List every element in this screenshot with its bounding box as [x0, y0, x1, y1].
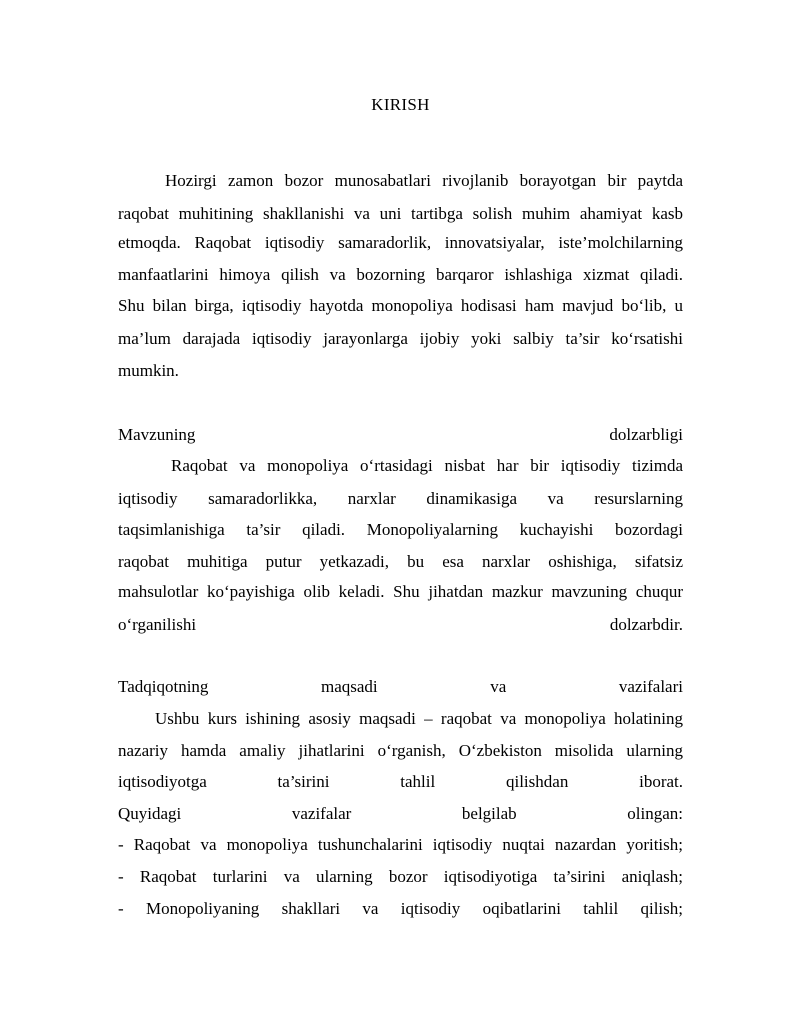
text-line: Ushbu kurs ishining asosiy maqsadi – raqobat va monopoliya holatining — [155, 709, 683, 728]
text-line: Shu bilan birga, iqtisodiy hayotda monopoliya hodisasi ham mavjud bo‘lib, u — [118, 296, 683, 315]
text-line: ma’lum darajada iqtisodiy jarayonlarga ijobiy yoki salbiy ta’sir ko‘rsatishi — [118, 329, 683, 348]
document-title: KIRISH — [371, 95, 430, 114]
text-line: mumkin. — [118, 361, 179, 380]
text-line: o‘rganilishi dolzarbdir. — [118, 615, 683, 634]
text-line: mahsulotlar ko‘payishiga olib keladi. Shu jihatdan mazkur mavzuning chuqur — [118, 582, 683, 601]
text-line: iqtisodiyotga ta’sirini tahlil qilishdan iborat. — [118, 772, 683, 791]
text-line: nazariy hamda amaliy jihatlarini o‘rganish, O‘zbekiston misolida ularning — [118, 741, 683, 760]
section-heading: Tadqiqotning maqsadi va vazifalari — [118, 677, 683, 696]
text-line: taqsimlanishiga ta’sir qiladi. Monopoliyalarning kuchayishi bozordagi — [118, 520, 683, 539]
text-line: etmoqda. Raqobat iqtisodiy samaradorlik, innovatsiyalar, iste’molchilarning — [118, 233, 683, 252]
section-heading: Mavzuning dolzarbligi — [118, 425, 683, 444]
text-line: Raqobat va monopoliya o‘rtasidagi nisbat har bir iqtisodiy tizimda — [171, 456, 683, 475]
list-item: - Raqobat turlarini va ularning bozor iqtisodiyotiga ta’sirini aniqlash; — [118, 867, 683, 886]
list-item: - Raqobat va monopoliya tushunchalarini iqtisodiy nuqtai nazardan yoritish; — [118, 835, 683, 854]
text-line: raqobat muhitiga putur yetkazadi, bu esa narxlar oshishiga, sifatsiz — [118, 552, 683, 571]
text-line: Hozirgi zamon bozor munosabatlari rivojlanib borayotgan bir paytda — [165, 171, 683, 190]
text-line: Quyidagi vazifalar belgilab olingan: — [118, 804, 683, 823]
text-line: iqtisodiy samaradorlikka, narxlar dinamikasiga va resurslarning — [118, 489, 683, 508]
list-item: - Monopoliyaning shakllari va iqtisodiy oqibatlarini tahlil qilish; — [118, 899, 683, 918]
text-line: raqobat muhitining shakllanishi va uni tartibga solish muhim ahamiyat kasb — [118, 204, 683, 223]
text-line: manfaatlarini himoya qilish va bozorning barqaror ishlashiga xizmat qiladi. — [118, 265, 683, 284]
